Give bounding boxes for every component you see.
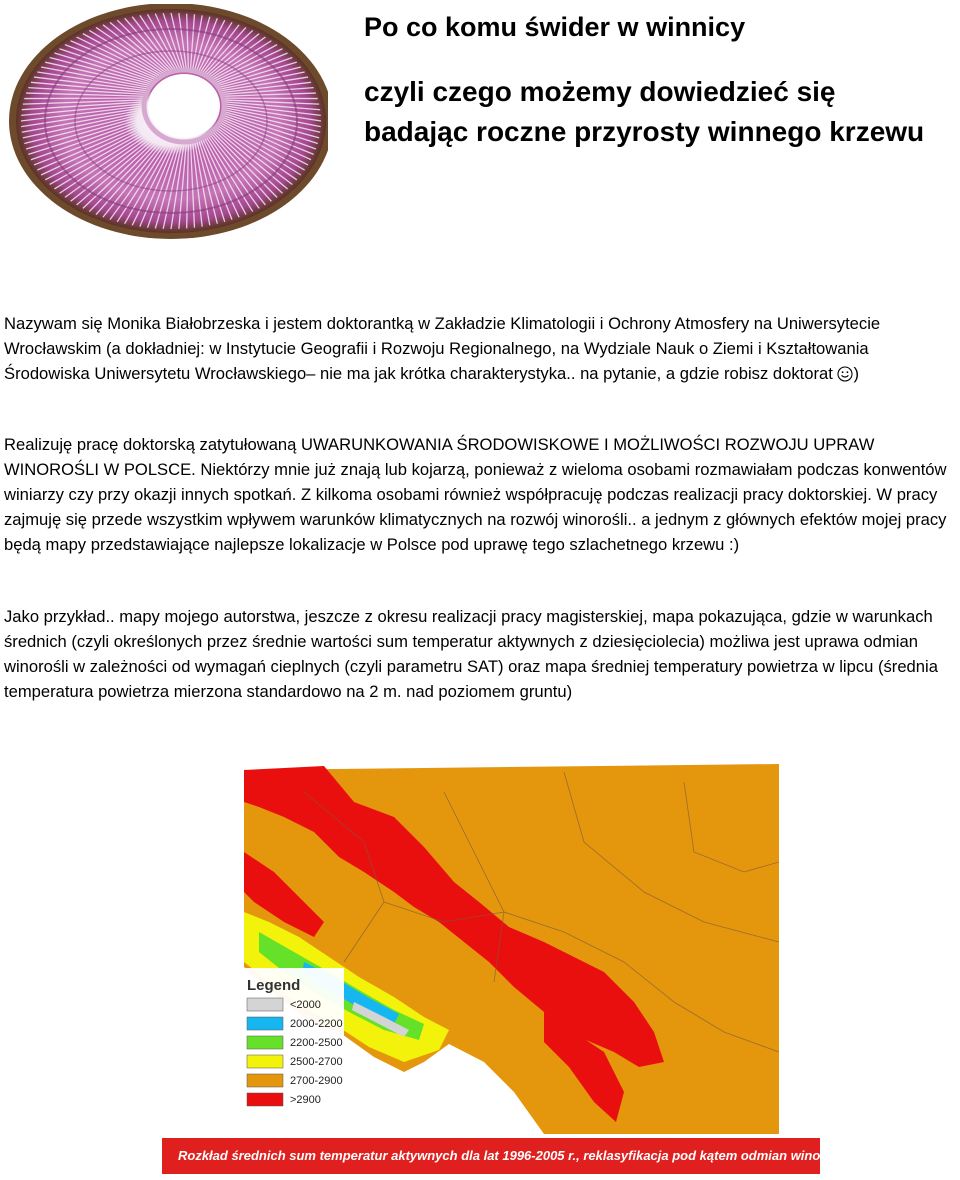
- intro-text: Nazywam się Monika Białobrzeska i jestem doktorantką w Zakładzie Klimatologii i Ochrony Atmosfery na Uniwersytecie Wrocławskim (a dokładniej: w Instytucie Geografii i Rozwoju Regionalnego, na Wydziale Nauk o Ziemi i Kształtowania Środowiska Uniwersytetu Wrocławskiego– nie ma jak krótka charakterystyka.. na pytanie, a gdzie robisz doktorat: [4, 314, 881, 383]
- vine-cross-section-image: [6, 4, 328, 244]
- legend-swatch: [247, 1036, 283, 1049]
- example-paragraph: Jako przykład.. mapy mojego autorstwa, jeszcze z okresu realizacji pracy magisterskiej, mapa pokazująca, gdzie w warunkach średnich (czyli określonych przez średnie wartości sum temperatur aktywnych z dziesięciolecia) możliwa jest uprawa odmian winorośli w zależności od wymagań cieplnych (czyli parametru SAT) oraz mapa średniej temperatury powietrza w lipcu (średnia temperatura powietrza mierzona standardowo na 2 m. nad poziomem gruntu): [4, 607, 938, 701]
- legend-swatch: [247, 1074, 283, 1087]
- map-legend: [244, 968, 344, 1116]
- map-caption: Rozkład średnich sum temperatur aktywnych dla lat 1996-2005 r., reklasyfikacja pod kątem odmian winorośli: [162, 1138, 820, 1174]
- page-subtitle: [364, 72, 924, 152]
- smiley-icon: [837, 366, 853, 382]
- research-paragraph: Realizuję pracę doktorską zatytułowaną UWARUNKOWANIA ŚRODOWISKOWE I MOŻLIWOŚCI ROZWOJU UPRAW WINOROŚLI W POLSCE. Niektórzy mnie już znają lub kojarzą, ponieważ z wieloma osobami rozmawiałam podczas konwentów winiarzy czy przy okazji innych spotkań. Z kilkoma osobami również współpracuję podczas realizacji pracy doktorskiej. W pracy zajmuję się przede wszystkim wpływem warunków klimatycznych na rozwój winorośli.. a jednym z głównych efektów mojej pracy będą mapy przedstawiające najlepsze lokalizacje w Polsce pod uprawę tego szlachetnego krzewu :): [4, 435, 947, 554]
- intro-paragraph: [4, 311, 954, 386]
- legend-swatch: [247, 1017, 283, 1030]
- legend-label: 2500-2700: [290, 1056, 343, 1068]
- subtitle-line-2: badając roczne przyrosty winnego krzewu: [364, 116, 925, 147]
- active-temperature-map: [244, 762, 779, 1134]
- legend-label: 2200-2500: [290, 1037, 343, 1049]
- legend-label: >2900: [290, 1094, 321, 1106]
- legend-label: 2000-2200: [290, 1018, 343, 1030]
- legend-swatch: [247, 1055, 283, 1068]
- legend-title: Legend: [247, 977, 301, 994]
- legend-label: <2000: [290, 999, 321, 1011]
- page-title: Po co komu świder w winnicy: [364, 12, 746, 42]
- subtitle-line-1: czyli czego możemy dowiedzieć się: [364, 76, 836, 107]
- legend-swatch: [247, 1093, 283, 1106]
- intro-closing: ): [853, 364, 859, 383]
- legend-label: 2700-2900: [290, 1075, 343, 1087]
- legend-swatch: [247, 998, 283, 1011]
